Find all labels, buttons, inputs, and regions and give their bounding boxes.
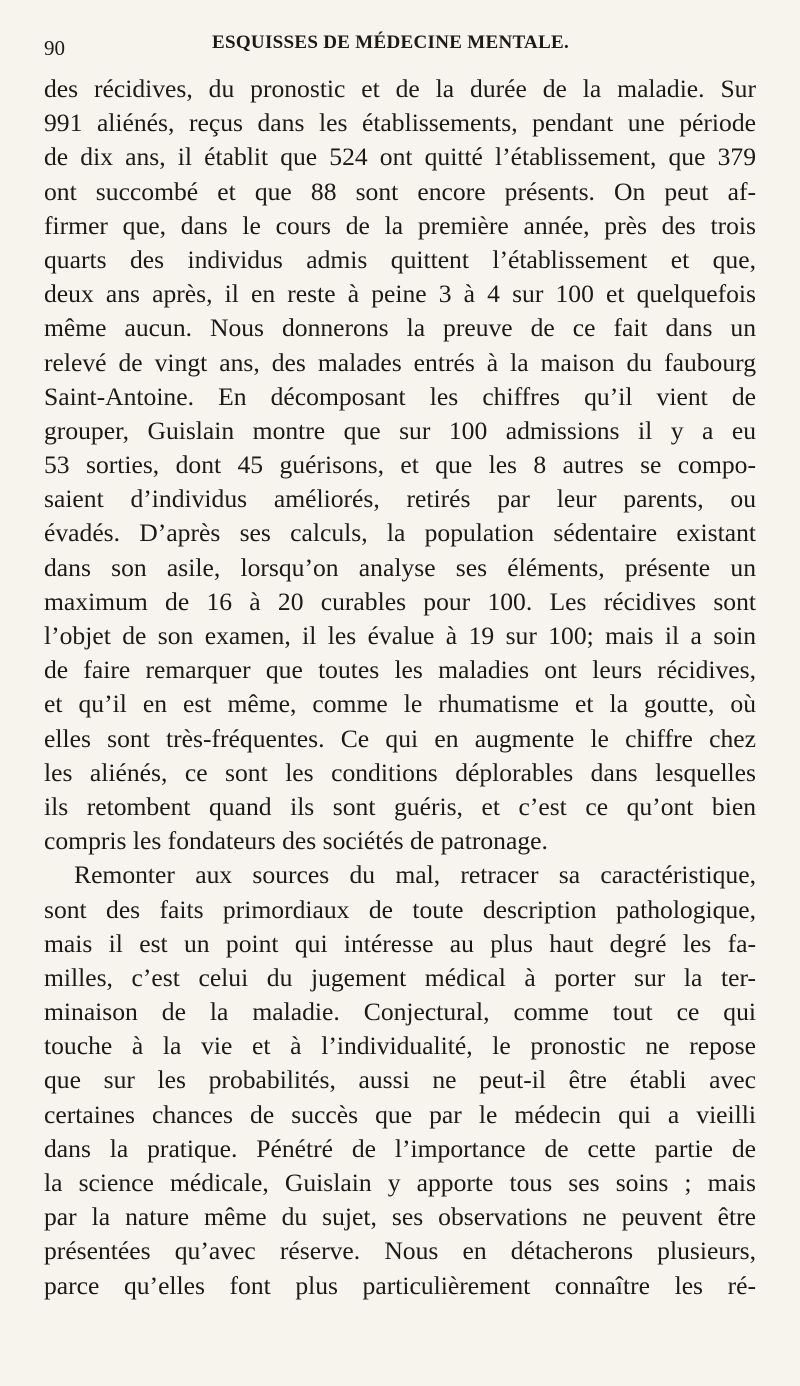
text-line: minaison de la maladie. Conjectural, comme tout ce qui (44, 997, 756, 1027)
text-line: mais il est un point qui intéresse au plus haut degré les fa- (44, 928, 756, 958)
text-line: compris les fondateurs des sociétés de patronage. (44, 826, 548, 856)
text-line: présentées qu’avec réserve. Nous en détacherons plusieurs, (44, 1236, 756, 1266)
paragraph-1 (44, 72, 756, 858)
page-number: 90 (44, 36, 65, 60)
text-line: maximum de 16 à 20 curables pour 100. Les récidives sont (44, 586, 756, 616)
text-line: l’objet de son examen, il les évalue à 19 sur 100; mais il a soin (44, 621, 756, 650)
text-line: parce qu’elles font plus particulièrement connaître les ré- (44, 1270, 756, 1300)
text-line: ils retombent quand ils sont guéris, et c’est ce qu’ont bien (44, 791, 756, 821)
text-line: les aliénés, ce sont les conditions déplorables dans lesquelles (44, 757, 756, 787)
text-line: certaines chances de succès que par le médecin qui a vieilli (44, 1099, 756, 1129)
text-line: dans la pratique. Pénétré de l’importance de cette partie de (44, 1133, 756, 1163)
text-line: 991 aliénés, reçus dans les établissements, pendant une période (44, 108, 756, 138)
text-line: touche à la vie et à l’individualité, le pronostic ne repose (44, 1031, 756, 1061)
page-header (44, 30, 756, 64)
running-title: ESQUISSES DE MÉDECINE MENTALE. (212, 32, 570, 53)
text-line: même aucun. Nous donnerons la preuve de ce fait dans un (44, 313, 756, 343)
text-line: par la nature même du sujet, ses observations ne peuvent être (44, 1202, 756, 1232)
text-line: et qu’il en est même, comme le rhumatisme et la goutte, où (44, 689, 756, 719)
text-line: 53 sorties, dont 45 guérisons, et que les 8 autres se compo- (44, 450, 756, 480)
text-line: quarts des individus admis quittent l’établissement et que, (44, 244, 756, 274)
paragraph-2 (44, 858, 756, 1302)
text-line: saient d’individus améliorés, retirés par leur parents, ou (44, 484, 756, 514)
text-line: la science médicale, Guislain y apporte tous ses soins ; mais (44, 1168, 756, 1197)
text-line: Remonter aux sources du mal, retracer sa caractéristique, (74, 860, 756, 890)
text-line: que sur les probabilités, aussi ne peut-il être établi avec (44, 1065, 756, 1095)
text-line: elles sont très-fréquentes. Ce qui en augmente le chiffre chez (44, 723, 756, 753)
text-line: de dix ans, il établit que 524 ont quitté l’établissement, que 379 (44, 142, 756, 172)
text-line: des récidives, du pronostic et de la durée de la maladie. Sur (44, 74, 756, 103)
text-line: ont succombé et que 88 sont encore présents. On peut af- (44, 176, 756, 206)
text-line: évadés. D’après ses calculs, la population sédentaire existant (44, 518, 756, 548)
text-line: milles, c’est celui du jugement médical à porter sur la ter- (44, 962, 756, 992)
text-line: deux ans après, il en reste à peine 3 à 4 sur 100 et quelquefois (44, 279, 756, 309)
body-text (44, 72, 756, 1303)
text-line: Saint-Antoine. En décomposant les chiffres qu’il vient de (44, 381, 756, 411)
text-line: dans son asile, lorsqu’on analyse ses éléments, présente un (44, 552, 756, 582)
text-line: sont des faits primordiaux de toute description pathologique, (44, 894, 756, 924)
text-line: grouper, Guislain montre que sur 100 admissions il y a eu (44, 415, 756, 445)
text-line: relevé de vingt ans, des malades entrés à la maison du faubourg (44, 347, 756, 377)
text-line: de faire remarquer que toutes les maladies ont leurs récidives, (44, 655, 756, 685)
text-line: firmer que, dans le cours de la première année, près des trois (44, 210, 756, 240)
